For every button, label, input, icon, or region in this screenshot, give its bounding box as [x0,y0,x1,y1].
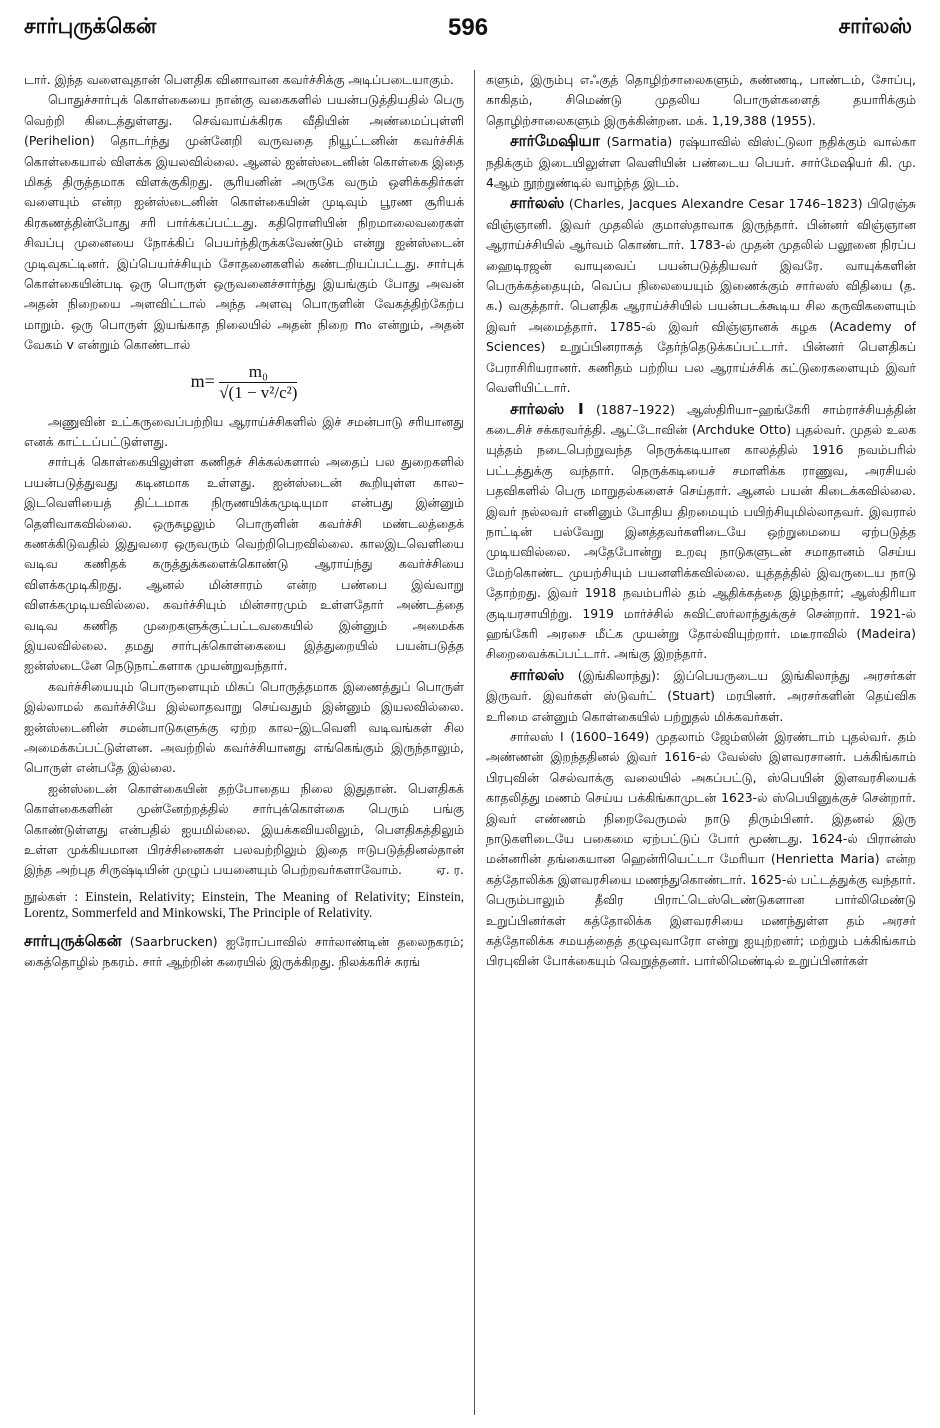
headword: சார்புருக்கென் [24,931,122,950]
entry-saarbrucken [24,931,464,973]
right-column [486,70,916,1415]
paragraph: களும், இரும்பு எஃகுத் தொழிற்சாலைகளும், கண்ணடி, பாண்டம், சோப்பு, காகிதம், சிமெண்டு முதலிய பொருள்களைத் தயாரிக்கும் தொழிற்சாலைகளும் இருக்கின்றன. மக். 1,19,388 (1955). [486,72,916,128]
column-divider [474,70,475,1415]
paragraph: அணுவின் உட்கருவைப்பற்றிய ஆராய்ச்சிகளில் இச் சமன்பாடு சரியானது எனக் காட்டப்பட்டுள்ளது. [24,413,464,449]
page-number: 596 [448,14,489,41]
formula-lhs: m= [190,370,215,391]
mass-formula [24,362,464,404]
headword: சார்லஸ் [510,194,565,213]
entry-charles-england [486,665,916,727]
running-head-left: சார்புருக்கென் [24,14,157,38]
entry-text: (1600–1649) முதலாம் ஜேம்ஸின் இரண்டாம் புதல்வர். தம் அண்ணன் இறந்ததினல் இவர் 1616-ல் வேல்ஸ் இளவரசானர். பக்கிங்காம் பிரபுவின் செல்வாக்கு வலையில் அகப்பட்டு, ஸ்பெயின் இளவரசியைக் காதலித்து மணம் செய்ய பக்கிங்காமுடன் 1623-ல் ஸ்பெயினுக்குச் சென்றார். இவர் எண்ணம் நிறைவேருமல் நாடு திரும்பினர். இதனல் இரு நாடுகளிடையே பகைமை ஏற்பட்டுப் போர் மூண்டது. 1624-ல் பிரான்ஸ் மன்னரின் தங்கையான ஹென்ரியெட்டா மேரியா (Henrietta Maria) என்ற கத்தோலிக்க இளவரசியை மணந்துகொண்டார். 1625-ல் பட்டத்துக்கு வந்தார். பெரும்பாலும் தீவிர பிராட்டெஸ்டெண்டுகளான பார்லிமெண்டு உறுப்பினர்கள் கத்தோலிக்க இளவரசியை மணந்துள்ள தம் அரசர் கத்தோலிக்க சமயத்தைத் தழுவுவாரோ என்று ஐயுற்றனர்; மற்றும் பக்கிங்காம் பிரபுவின் போக்கையும் வெறுத்தனர். பார்லிமெண்டில் உறுப்பினர்கள் [486,729,916,969]
references [24,889,464,921]
entry-text: (Saarbrucken) ஐரோப்பாவில் சார்லாண்டின் தலைநகரம்; கைத்தொழில் நகரம். சார் ஆற்றின் கரையில் இருக்கிறது. நிலக்கரிச் சுரங் [24,933,464,970]
headword: சார்லஸ் I [510,399,584,418]
paragraph: சார்புக் கொள்கையிலுள்ள கணிதச் சிக்கல்களால் அதைப் பல துறைகளில் பயன்படுத்துவது கடினமாக உள்ளது. ஐன்ஸ்டைன் கூறியுள்ள கால–இடவெளியைத் திட்டமாக நிருணயிக்கமுடியுமா என்பது இன்னும் தெளிவாகவில்லை. ஒருசுழலும் பொருளின் கவர்ச்சி மண்டலத்தைக் கணக்கிடுவதில் இதுவரை ஒருவரும் வெற்றிபெறவில்லை. காலஇடவெளியை வடிவ கணிதக் கருத்துக்களைக்கொண்டு ஆராய்ந்து கவர்ச்சியை விளக்கமுடிகிறது. ஆனல் மின்சாரம் என்ற பண்பை இவ்வாறு விளக்கமுடியவில்லை. கவர்ச்சியும் மின்சாரமும் உள்ளதோர் அண்டத்தை வடிவ கணித முறைகளுக்குட்பட்டவகையில் இன்னும் அமைக்க இயலவில்லை. தமது சார்புக்கொள்கையை இத்துறையில் பயன்படுத்த ஐன்ஸ்டைனே நெடுநாட்களாக முயன்றுவந்தார். [24,454,464,674]
entry-text: (Charles, Jacques Alexandre Cesar 1746–1823) பிரெஞ்சு விஞ்ஞானி. இவர் முதலில் குமாஸ்தாவாக இருந்தார். பின்னர் விஞ்ஞான ஆராய்ச்சியில் ஆர்வம் கொண்டார். 1783-ல் முதன் முதலில் பலூனை நிரப்ப ஹைடிரஜன் வாயுவைப் பயன்படுத்தியவர் இவரே. வாயுக்களின் பெருக்கத்தையும், வெப்ப நிலையையும் இணைக்கும் சார்லஸ் விதியை (த. க.) வகுத்தார். பௌதிக ஆராய்ச்சியில் பயன்படக்கூடிய சில கருவிகளையும் இவர் அமைத்தார். 1785-ல் இவர் விஞ்ஞானக் கழக (Academy of Sciences) உறுப்பினராகத் தேர்ந்தெடுக்கப்பட்டார். பின்னர் பௌதிகப் பேராசிரியரானர். கணிதம் பற்றிய பல ஆராய்ச்சிக் கட்டுரைகளையும் இவர் வெளியிட்டார். [486,196,916,396]
references-label: நூல்கள் : [24,888,79,904]
paragraph-text: ஐன்ஸ்டைன் கொள்கையின் தற்போதைய நிலை இதுதான். பௌதிகக் கொள்கைகளின் முன்னேற்றத்தில் சார்புக்கொள்கை பெரும் பங்கு கொண்டுள்ளது என்பதில் ஐயமில்லை. இயக்கவியலிலும், பௌதிகத்திலும் உள்ள முக்கியமான பிரச்சினைகள் பலவற்றிலும் இதை ஈடுபடுத்தினல்தான் இந்த அற்புத சிருஷ்டியின் முழுப் பயனையும் பெற்றவர்களாவோம். [24,780,464,878]
left-column [24,70,464,1415]
references-text: Einstein, Relativity; Einstein, The Meaning of Relativity; Einstein, Lorentz, Sommerfeld and Minkowski, The Principle of Relativity. [24,888,464,920]
entry-text: (Sarmatia) ரஷ்யாவில் விஸ்ட்டுலா நதிக்கும் வால்கா நதிக்கும் இடையிலுள்ள வெளியின் பண்டைய பெயர். சார்மேஷியர் கி. மு. 4ஆம் நூற்றுண்டில் வாழ்ந்த இடம். [486,134,916,191]
entry-charles-scientist [486,193,916,398]
entry-charles-i-england [486,727,916,972]
entry-text: (இங்கிலாந்து): இப்பெயருடைய இங்கிலாந்து அரசர்கள் இருவர். இவர்கள் ஸ்டுவர்ட் (Stuart) மரபினர். அரசர்களின் தெய்விக உரிமை என்னும் கொள்கையில் பற்றுதல் மிக்கவர்கள். [486,667,916,724]
formula-denominator: √(1 − v²/c²) [219,383,298,403]
paragraph: டார். இந்த வளைவுதான் பௌதிக வினாவான கவர்ச்சிக்கு அடிப்படையாகும். [24,72,454,87]
formula-numerator: m₀ [219,362,297,383]
paragraph: பொதுச்சார்புக் கொள்கையை நான்கு வகைகளில் பயன்படுத்தியதில் பெரு வெற்றி கிடைத்துள்ளது. செவ்வாய்க்கிரக வீதியின் அண்மைப்புள்ளி (Perihelion) தொடர்ந்து முன்னேறி வருவதை நியூட்டனின் கவர்ச்சிக் கொள்கையால் விளக்க இயலவில்லை. ஆனல் ஐன்ஸ்டைனின் கொள்கை இதை மிகத் திருத்தமாக விளக்குகிறது. சூரியனின் அருகே வரும் ஒளிக்கதிர்கள் வளையும் என்ற ஐன்ஸ்டைனின் கொள்கையின் முடிவும் பூரண சூரியக் கிரகணத்தின்போது சரி பார்க்கப்பட்டது. கதிரொளியின் நிறமாலைவரைகள் சிவப்பு முனையை நோக்கிப் பெயர்ந்திருக்கவேண்டும் என்று ஐன்ஸ்டைன் முடிவுகட்டினர். இப்பெயர்ச்சியும் சோதனைகளில் கண்டறியப்பட்டது. சார்புக் கொள்கையின்படி ஒரு பொருள் ஒருவனைச்சார்ந்து இயங்கும் போது அவன் அதன் நிறையை அளவிட்டால் அந்த அளவு பொருளின் வேகத்திற்கேற்ப மாறும். ஒரு பொருள் இயங்காத நிலையில் அதன் நிறை m₀ என்றும், அதன் வேகம் v என்றும் கொண்டால் [24,92,464,353]
entry-sarmatia [486,131,916,193]
formula-fraction [219,362,297,404]
entry-text: (1887–1922) ஆஸ்திரியா–ஹங்கேரி சாம்ராச்சியத்தின் கடைசிச் சக்கரவர்த்தி. ஆட்டோவின் (Archduke Otto) புதல்வர். முதல் உலக யுத்தம் நடைபெற்றுவந்த நெருக்கடியான காலத்தில் 1916 நவம்பரில் பட்டத்துக்கு வந்தார். நெருக்கடியைச் சமாளிக்க ராணுவ, அரசியல் பதவிகளில் பெரு மாறுதல்களைச் செய்தார். ஆனல் பயன் கிடைக்கவில்லை. இவர் நல்லவர் எனினும் போதிய திறமையும் பயிற்சியுமில்லாதவர். இவரால் நாட்டின் பல்வேறு இனத்தவர்களிடையே ஒற்றுமையை ஏற்படுத்த முடியவில்லை. அதேபோன்று உறவு நாடுகளுடன் சமாதானம் செய்ய மேற்கொண்ட முயற்சியும் பயனளிக்கவில்லை. யுத்தத்தில் இவருடைய நாடு தோற்றது. இவர் 1918 நவம்பரில் தம் ஆதிக்கத்தை இழந்தார்; ஆஸ்திரியா குடியரசாயிற்று. 1919 மார்ச்சில் சுவிட்ஸர்லாந்துக்குச் சென்றார். 1921-ல் ஹங்கேரி அரசை மீட்க முயன்று தோல்வியுற்றார். மடீராவில் (Madeira) சிறைவைக்கப்பட்டார். அங்கு இறந்தார். [486,401,916,662]
running-head-right: சார்லஸ் [838,14,912,38]
paragraph: கவர்ச்சியையும் பொருளையும் மிகப் பொருத்தமாக இணைத்துப் பொருள் இல்லாமல் கவர்ச்சியே இல்லாதவாறு செய்வதும் இன்னும் இயலவில்லை. ஐன்ஸ்டைனின் சமன்பாடுகளுக்கு ஏற்ற கால–இடவெளி வடிவங்கள் சில அமைக்கப்பட்டுள்ளன. அவற்றில் கவர்ச்சியானது எங்கெங்கும் இருந்தாலும், பொருள் என்பதே இல்லை. [24,678,464,776]
paragraph [24,779,464,881]
entry-charles-i-austria [486,399,916,665]
headword: சார்மேஷியா [510,132,600,151]
subentry-lead: சார்லஸ் I [510,729,564,744]
headword: சார்லஸ் [510,665,565,684]
author-initials: ஏ. ர. [436,862,464,878]
